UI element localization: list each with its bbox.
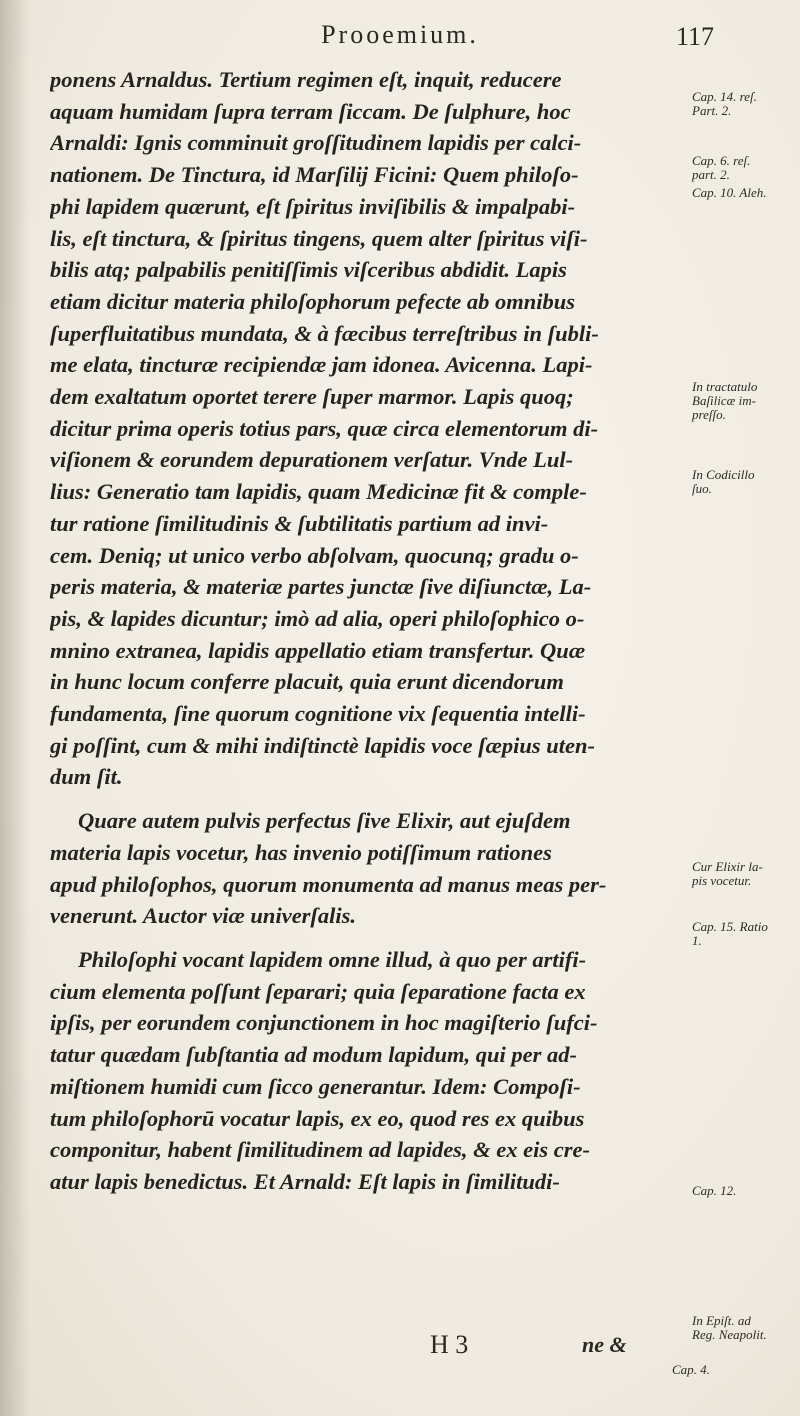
text-line: gi poſſint, cum & mihi indiſtinctè lapidis voce ſæpius uten- <box>50 732 596 758</box>
text-line: miſtionem humidi cum ſicco generantur. Idem: Compoſi- <box>50 1073 581 1099</box>
text-line: tur ratione ſimilitudinis & ſubtilitatis partium ad invi- <box>50 510 549 536</box>
margin-note: In Epiſt. ad Reg. Neapolit. <box>692 1313 767 1342</box>
text-line: Arnaldi: Ignis comminuit groſſitudinem lapidis per calci- <box>50 130 582 156</box>
text-line: Philoſophi vocant lapidem omne illud, à quo per artifi- <box>78 946 587 972</box>
paragraph-1 <box>50 64 710 793</box>
text-line: dicitur prima operis totius pars, quæ circa elementorum di- <box>50 415 599 441</box>
bottom-margin-note: Cap. 4. <box>672 1362 710 1377</box>
margin-note: In Codicillo ſuo. <box>692 467 755 496</box>
main-text-block <box>50 64 710 1198</box>
paragraph-gap <box>50 932 710 944</box>
running-title-text: Prooemium. <box>321 20 479 49</box>
paragraph-2 <box>50 805 710 932</box>
text-line: componitur, habent ſimilitudinem ad lapides, & ex eis cre- <box>50 1137 591 1163</box>
text-line: dum ſit. <box>50 764 123 790</box>
paragraph-3 <box>50 944 710 1198</box>
margin-note: Cap. 15. Ratio 1. <box>692 919 768 948</box>
text-line: aquam humidam ſupra terram ſiccam. De ſulphure, hoc <box>50 98 571 124</box>
text-line: ponens Arnaldus. Tertium regimen eſt, inquit, reducere <box>50 67 562 92</box>
text-line: cium elementa poſſunt ſeparari; quia ſeparatione facta ex <box>50 978 586 1004</box>
margin-note: Cap. 14. reſ. Part. 2. <box>692 89 757 118</box>
margin-note: In tractatulo Baſilicæ im- preſſo. <box>692 379 758 422</box>
margin-note: Cap. 12. <box>692 1183 737 1198</box>
margin-note: Cap. 10. Aleh. <box>692 185 767 200</box>
catchword: ne & <box>582 1332 627 1357</box>
text-line: mnino extranea, lapidis appellatio etiam transfertur. Quæ <box>50 637 586 663</box>
text-line: ipſis, per eorundem conjunctionem in hoc magiſterio ſufci- <box>50 1010 598 1036</box>
text-line: phi lapidem quærunt, eſt ſpiritus inviſibilis & impalpabi- <box>50 193 576 219</box>
text-line: peris materia, & materiæ partes junctæ ſive diſiunctæ, La- <box>50 574 592 600</box>
text-line: pis, & lapides dicuntur; imò ad alia, operi philoſophico o- <box>50 605 585 631</box>
text-line: tatur quædam ſubſtantia ad modum lapidum, qui per ad- <box>50 1042 577 1068</box>
text-line: in hunc locum conferre placuit, quia erunt dicendorum <box>50 669 564 695</box>
text-line: apud philoſophos, quorum monumenta ad manus meas per- <box>50 871 607 897</box>
text-line: venerunt. Auctor viæ univerſalis. <box>50 903 357 929</box>
text-line: ſuperfluitatibus mundata, & à fæcibus terreſtribus in ſubli- <box>50 320 599 346</box>
page-number: 117 <box>676 22 715 51</box>
signature-mark: H 3 <box>430 1330 469 1359</box>
text-line: atur lapis benedictus. Et Arnald: Eſt lapis in ſimilitudi- <box>50 1168 560 1194</box>
text-line: etiam dicitur materia philoſophorum pefecte ab omnibus <box>50 288 576 314</box>
text-line: bilis atq; palpabilis penitiſſimis viſceribus abdidit. Lapis <box>50 257 567 283</box>
text-line: me elata, tincturæ recipiendæ jam idonea. Avicenna. Lapi- <box>50 352 593 378</box>
text-line: viſionem & eorundem depurationem verſatur. Vnde Lul- <box>50 447 574 473</box>
text-line: dem exaltatum oportet terere ſuper marmor. Lapis quoq; <box>50 384 574 410</box>
paragraph-gap <box>50 793 710 805</box>
text-line: lius: Generatio tam lapidis, quam Medicinæ fit & comple- <box>50 479 587 505</box>
margin-note: Cap. 6. reſ. part. 2. <box>692 153 751 182</box>
text-line: fundamenta, ſine quorum cognitione vix ſequentia intelli- <box>50 701 586 727</box>
text-line: Quare autem pulvis perfectus ſive Elixir, aut ejuſdem <box>78 808 571 834</box>
text-line: lis, eſt tinctura, & ſpiritus tingens, quem alter ſpiritus viſi- <box>50 225 588 251</box>
text-line: nationem. De Tinctura, id Marſilij Ficini: Quem philoſo- <box>50 162 579 188</box>
text-line: materia lapis vocetur, has invenio potiſſimum rationes <box>50 839 552 865</box>
text-line: cem. Deniq; ut unico verbo abſolvam, quocunq; gradu o- <box>50 542 579 568</box>
text-line: tum philoſophorū vocatur lapis, ex eo, quod res ex quibus <box>50 1105 585 1131</box>
gutter-shadow <box>0 0 30 1416</box>
margin-note: Cur Elixir la- pis vocetur. <box>692 859 763 888</box>
